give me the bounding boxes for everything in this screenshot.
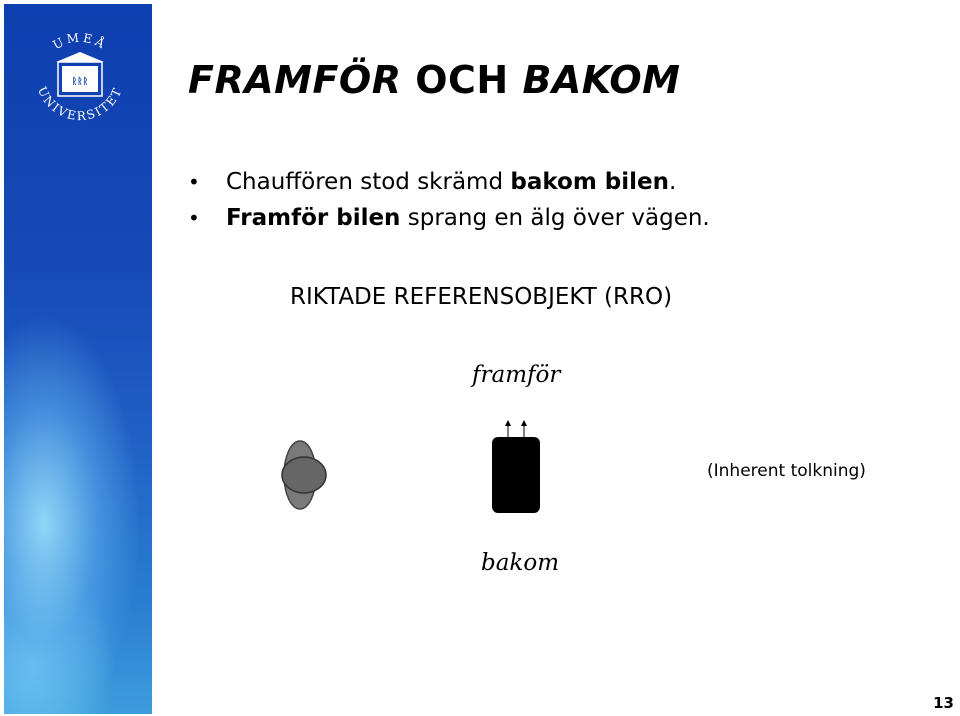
bullet-dot-icon: • [188, 170, 200, 194]
bullet-bold-text: bakom bilen [510, 169, 670, 195]
bullet-bold-text: Framför bilen [226, 205, 401, 231]
page-number: 13 [933, 694, 954, 712]
inherent-note: (Inherent tolkning) [707, 461, 866, 481]
title-word-and: OCH [415, 58, 509, 102]
title-word-front: FRAMFÖR [188, 58, 402, 102]
bullet-text-end: sprang en älg över vägen. [400, 205, 710, 231]
sidebar-band [4, 4, 152, 714]
bullet-list [188, 166, 710, 238]
bullet-dot-icon: • [188, 206, 200, 230]
svg-text:UMEÅ: UMEÅ [50, 30, 110, 53]
rro-heading: RIKTADE REFERENSOBJEKT (RRO) [290, 284, 673, 310]
bullet-item [188, 166, 710, 202]
title-word-behind: BAKOM [522, 58, 681, 102]
bullet-text: Chauffören stod skrämd [226, 169, 511, 195]
university-logo-icon [26, 26, 134, 134]
rro-diagram [270, 415, 570, 525]
svg-text:ᚱᚱᚱ: ᚱᚱᚱ [71, 77, 89, 87]
svg-text:UNIVERSITET: UNIVERSITET [34, 84, 126, 124]
label-back: bakom [481, 550, 560, 576]
person-top-view-icon [282, 441, 326, 509]
label-front: framför [472, 362, 561, 388]
bullet-text-end: . [669, 169, 677, 195]
slide-title [188, 58, 680, 102]
bullet-item [188, 202, 710, 238]
car-top-view-icon [492, 420, 540, 513]
